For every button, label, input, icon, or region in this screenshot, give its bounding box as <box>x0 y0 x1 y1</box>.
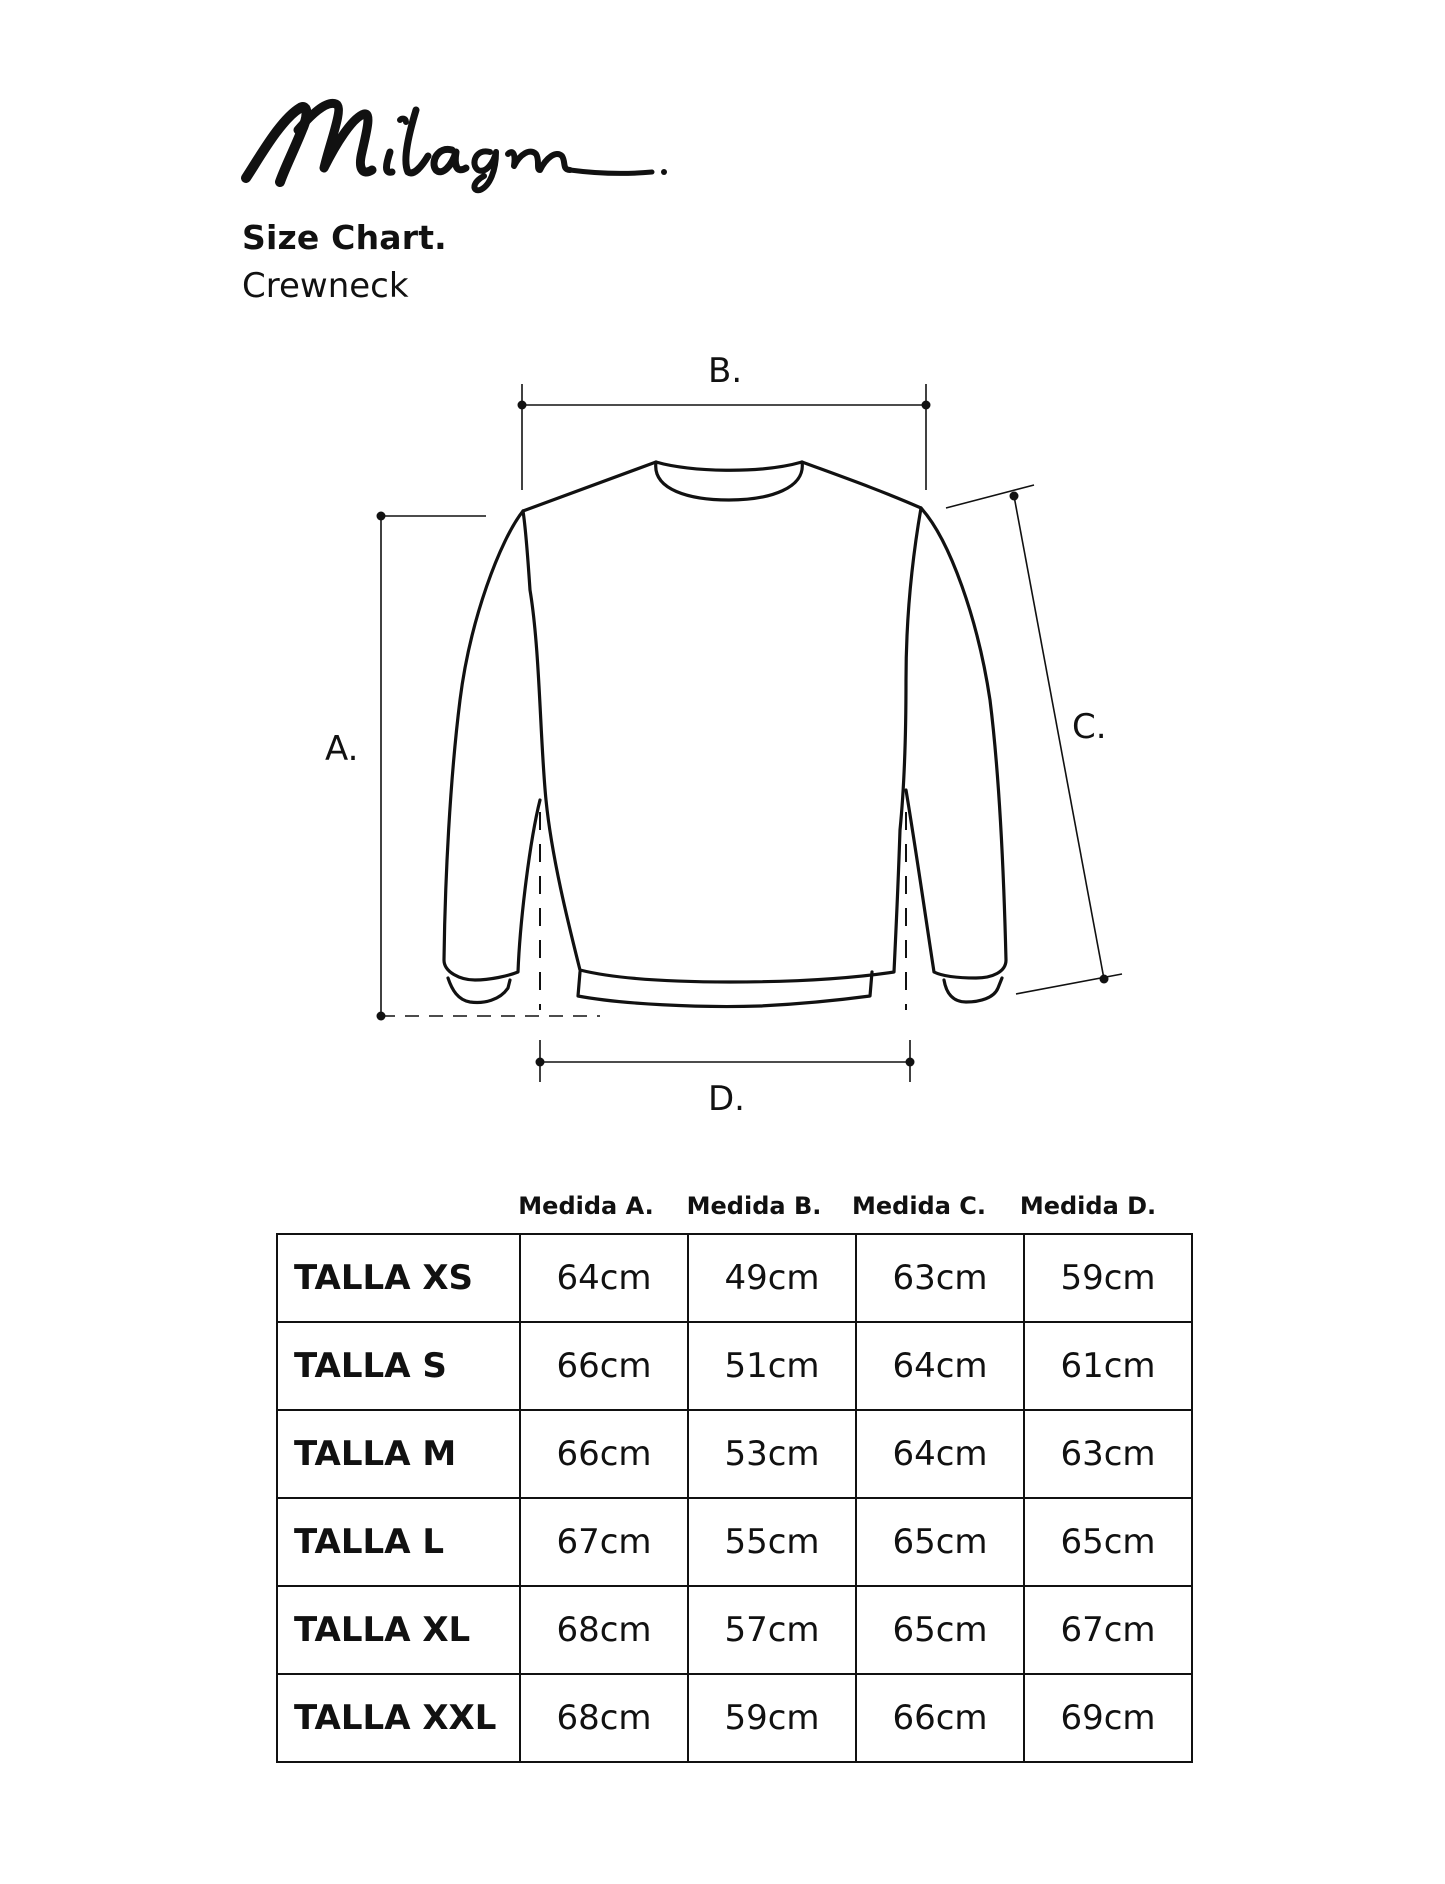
side-seams <box>540 812 906 1010</box>
medida-c-cell: 63cm <box>856 1234 1024 1322</box>
size-table <box>276 1233 1193 1763</box>
medida-a-cell: 64cm <box>520 1234 688 1322</box>
chart-title: Size Chart. <box>242 218 447 257</box>
medida-c-cell: 65cm <box>856 1586 1024 1674</box>
size-label: TALLA XXL <box>277 1674 520 1762</box>
size-label: TALLA S <box>277 1322 520 1410</box>
table-row <box>277 1410 1192 1498</box>
column-header-medida-c: Medida C. <box>851 1192 987 1220</box>
dimension-c-label: C. <box>1072 707 1107 747</box>
medida-b-cell: 57cm <box>688 1586 856 1674</box>
table-row <box>277 1498 1192 1586</box>
medida-d-cell: 59cm <box>1024 1234 1192 1322</box>
table-row <box>277 1586 1192 1674</box>
medida-b-cell: 49cm <box>688 1234 856 1322</box>
column-header-medida-d: Medida D. <box>1019 1192 1157 1220</box>
medida-a-cell: 67cm <box>520 1498 688 1586</box>
dimension-c-bottom-point <box>1100 975 1109 984</box>
dimension-a-label: A. <box>325 729 359 769</box>
dimension-c-top-point <box>1010 492 1019 501</box>
garment-type: Crewneck <box>242 266 409 306</box>
table-row <box>277 1674 1192 1762</box>
size-label: TALLA L <box>277 1498 520 1586</box>
sweater-outline <box>444 462 1006 1007</box>
medida-c-cell: 66cm <box>856 1674 1024 1762</box>
medida-c-cell: 64cm <box>856 1410 1024 1498</box>
medida-d-cell: 63cm <box>1024 1410 1192 1498</box>
dimension-d <box>540 1040 910 1082</box>
table-row <box>277 1234 1192 1322</box>
medida-d-cell: 67cm <box>1024 1586 1192 1674</box>
dimension-d-label: D. <box>708 1079 745 1119</box>
medida-b-cell: 51cm <box>688 1322 856 1410</box>
medida-d-cell: 65cm <box>1024 1498 1192 1586</box>
dimension-d-right-point <box>906 1058 915 1067</box>
size-label: TALLA XL <box>277 1586 520 1674</box>
dimension-b-right-point <box>922 401 931 410</box>
table-column-headers <box>0 1192 1445 1232</box>
medida-a-cell: 66cm <box>520 1322 688 1410</box>
dimension-d-left-point <box>536 1058 545 1067</box>
dimension-b <box>522 384 926 490</box>
size-label: TALLA M <box>277 1410 520 1498</box>
dimension-a-bottom-point <box>377 1012 386 1021</box>
medida-b-cell: 59cm <box>688 1674 856 1762</box>
dimension-b-label: B. <box>708 351 743 391</box>
dimension-a <box>381 516 600 1016</box>
column-header-medida-b: Medida B. <box>686 1192 822 1220</box>
dimension-b-left-point <box>518 401 527 410</box>
medida-d-cell: 69cm <box>1024 1674 1192 1762</box>
dimension-a-top-point <box>377 512 386 521</box>
medida-a-cell: 68cm <box>520 1674 688 1762</box>
medida-a-cell: 68cm <box>520 1586 688 1674</box>
size-label: TALLA XS <box>277 1234 520 1322</box>
medida-b-cell: 53cm <box>688 1410 856 1498</box>
medida-a-cell: 66cm <box>520 1410 688 1498</box>
crewneck-diagram <box>0 330 1445 1130</box>
column-header-medida-a: Medida A. <box>518 1192 654 1220</box>
medida-b-cell: 55cm <box>688 1498 856 1586</box>
brand-logo <box>240 90 670 200</box>
table-row <box>277 1322 1192 1410</box>
medida-c-cell: 64cm <box>856 1322 1024 1410</box>
medida-c-cell: 65cm <box>856 1498 1024 1586</box>
medida-d-cell: 61cm <box>1024 1322 1192 1410</box>
